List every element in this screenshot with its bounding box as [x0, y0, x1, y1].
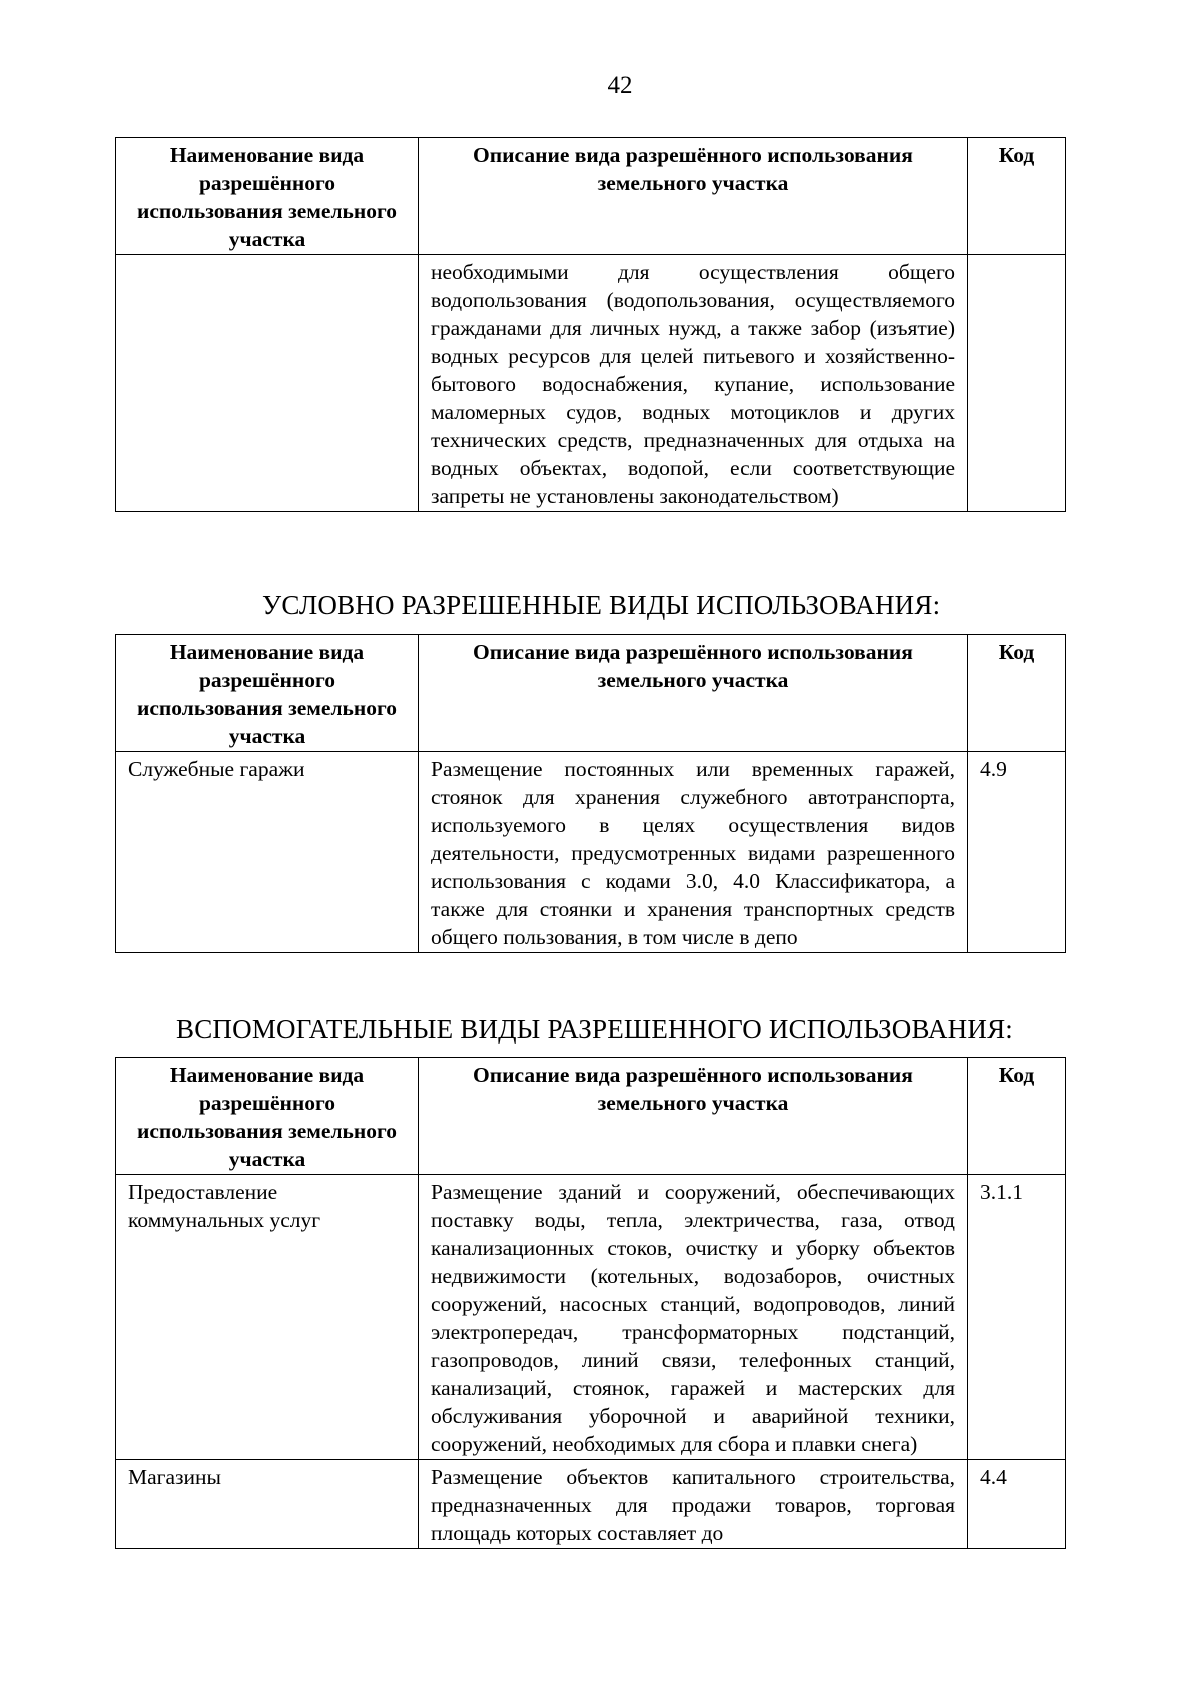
row-description: Размещение объектов капитального строительства, предназначенных для продажи товаров, торговая площадь которых составляет до [419, 1460, 968, 1549]
table-row [116, 1460, 1066, 1549]
header-name: Наименование вида разрешённого использования земельного участка [116, 635, 419, 752]
table-header-row [116, 635, 1066, 752]
table-conditional-uses [115, 634, 1066, 953]
header-description: Описание вида разрешённого использования земельного участка [419, 635, 968, 752]
table-auxiliary-uses [115, 1057, 1066, 1549]
page-number: 42 [607, 72, 633, 99]
header-code: Код [968, 635, 1066, 752]
table-header-row [116, 138, 1066, 255]
header-description: Описание вида разрешённого использования земельного участка [419, 1058, 968, 1175]
header-description: Описание вида разрешённого использования земельного участка [419, 138, 968, 255]
row-description: необходимыми для осуществления общего водопользования (водопользования, осуществляемого гражданами для личных нужд, а также забор (изъятие) водных ресурсов для целей питьевого и хозяйственно-бытового водоснабжения, купание, использование маломерных судов, водных мотоциклов и других технических средств, предназначенных для отдыха на водных объектах, водопой, если соответствующие запреты не установлены законодательством) [419, 255, 968, 512]
row-name: Предоставление коммунальных услуг [116, 1175, 419, 1460]
table-continued [115, 137, 1066, 512]
table-row [116, 255, 1066, 512]
row-description: Размещение зданий и сооружений, обеспечивающих поставку воды, тепла, электричества, газа, отвод канализационных стоков, очистку и уборку объектов недвижимости (котельных, водозаборов, очистных сооружений, насосных станций, водопроводов, линий электропередач, трансформаторных подстанций, газопроводов, линий связи, телефонных станций, канализаций, стоянок, гаражей и мастерских для обслуживания уборочной и аварийной техники, сооружений, необходимых для сбора и плавки снега) [419, 1175, 968, 1460]
header-code: Код [968, 1058, 1066, 1175]
row-description: Размещение постоянных или временных гаражей, стоянок для хранения служебного автотранспорта, используемого в целях осуществления видов деятельности, предусмотренных видами разрешенного использования с кодами 3.0, 4.0 Классификатора, а также для стоянки и хранения транспортных средств общего пользования, в том числе в депо [419, 752, 968, 953]
row-name: Магазины [116, 1460, 419, 1549]
row-name: Служебные гаражи [116, 752, 419, 953]
row-code: 4.9 [968, 752, 1066, 953]
table-header-row [116, 1058, 1066, 1175]
section-title-conditional: УСЛОВНО РАЗРЕШЕННЫЕ ВИДЫ ИСПОЛЬЗОВАНИЯ: [262, 590, 941, 620]
header-name: Наименование вида разрешённого использования земельного участка [116, 138, 419, 255]
row-code: 4.4 [968, 1460, 1066, 1549]
header-name: Наименование вида разрешённого использования земельного участка [116, 1058, 419, 1175]
table-row [116, 752, 1066, 953]
row-name [116, 255, 419, 512]
row-code: 3.1.1 [968, 1175, 1066, 1460]
row-code [968, 255, 1066, 512]
section-title-auxiliary: ВСПОМОГАТЕЛЬНЫЕ ВИДЫ РАЗРЕШЕННОГО ИСПОЛЬЗОВАНИЯ: [176, 1014, 1013, 1044]
table-row [116, 1175, 1066, 1460]
header-code: Код [968, 138, 1066, 255]
